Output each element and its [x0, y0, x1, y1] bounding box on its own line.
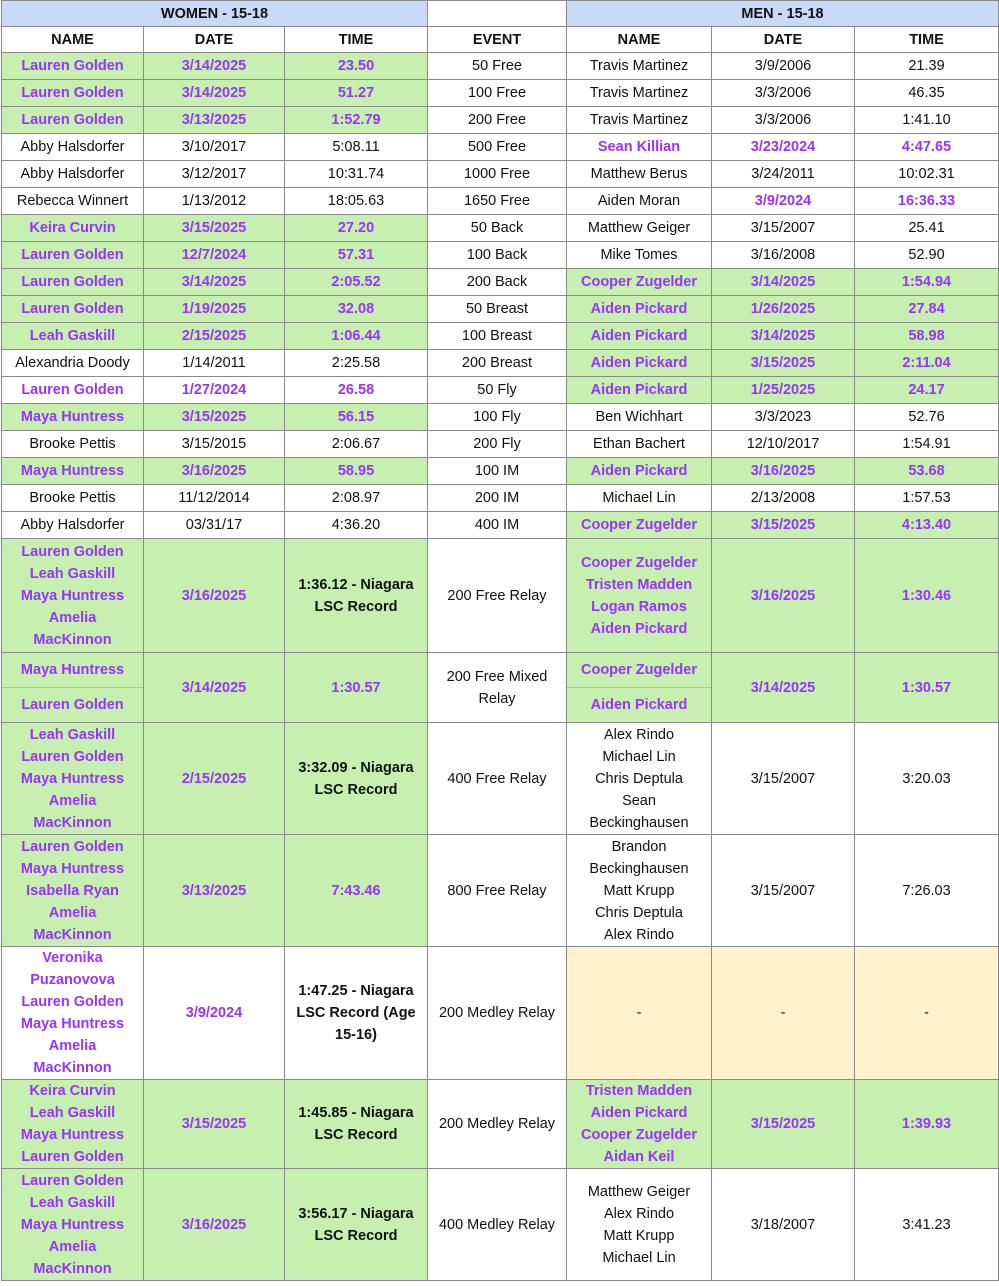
relay-row: [2, 1080, 999, 1169]
women-relay-names: [2, 1169, 144, 1281]
relay-swimmer: Maya Huntress: [20, 587, 125, 604]
women-time-cell: 51.27: [285, 80, 428, 107]
women-section-title: WOMEN - 15-18: [2, 1, 428, 27]
event-cell: 200 Back: [428, 269, 567, 296]
event-cell: 50 Back: [428, 215, 567, 242]
women-time-cell: 2:05.52: [285, 269, 428, 296]
relay-swimmer: MacKinnon: [33, 926, 112, 943]
relay-swimmer: Matt Krupp: [603, 1227, 675, 1244]
women-name-cell: Keira Curvin: [2, 215, 144, 242]
women-time-cell: 57.31: [285, 242, 428, 269]
col-men-time: TIME: [855, 27, 999, 53]
relay-swimmer: -: [636, 1005, 642, 1021]
men-time-cell: 58.98: [855, 323, 999, 350]
women-date-cell: 3/12/2017: [144, 161, 285, 188]
men-relay-time: 3:41.23: [855, 1169, 999, 1281]
men-date-cell: 3/14/2025: [712, 323, 855, 350]
women-name-cell: Leah Gaskill: [2, 323, 144, 350]
relay-swimmer: Maya Huntress: [20, 1216, 125, 1233]
men-relay-date: -: [712, 947, 855, 1080]
women-date-cell: 1/14/2011: [144, 350, 285, 377]
event-cell: 1000 Free: [428, 161, 567, 188]
men-date-cell: 3/3/2006: [712, 80, 855, 107]
event-cell: 200 Medley Relay: [428, 947, 567, 1080]
table-row: [2, 431, 999, 458]
relay-swimmer: Aiden Pickard: [590, 1105, 688, 1121]
table-row: [2, 80, 999, 107]
table-row: [2, 404, 999, 431]
table-row: [2, 215, 999, 242]
table-row: [2, 242, 999, 269]
men-relay-names: [567, 723, 712, 835]
men-date-cell: 3/24/2011: [712, 161, 855, 188]
women-relay-date: 3/16/2025: [144, 1169, 285, 1281]
relay-swimmer: Beckinghausen: [589, 860, 689, 877]
relay-swimmer: Lauren Golden: [21, 748, 124, 765]
relay-swimmer: Maya Huntress: [20, 770, 125, 787]
table-row: [2, 350, 999, 377]
men-relay-date: 3/15/2025: [712, 1080, 855, 1169]
relay-swimmer: Aiden Pickard: [567, 687, 711, 722]
event-cell: 200 Breast: [428, 350, 567, 377]
men-time-cell: 52.90: [855, 242, 999, 269]
women-date-cell: 3/14/2025: [144, 269, 285, 296]
men-relay-date: 3/16/2025: [712, 539, 855, 653]
men-name-cell: Aiden Pickard: [567, 350, 712, 377]
relay-swimmer: Amelia: [48, 1238, 97, 1255]
women-date-cell: 11/12/2014: [144, 485, 285, 512]
women-time-cell: 56.15: [285, 404, 428, 431]
women-relay-date: 3/13/2025: [144, 835, 285, 947]
men-section-title: MEN - 15-18: [567, 1, 999, 27]
men-relay-time: 1:30.57: [855, 653, 999, 723]
women-time-cell: 23.50: [285, 53, 428, 80]
relay-swimmer: Leah Gaskill: [29, 1105, 116, 1121]
relay-swimmer: Chris Deptula: [595, 770, 683, 787]
relay-swimmer: Keira Curvin: [29, 1083, 116, 1099]
men-name-cell: Cooper Zugelder: [567, 269, 712, 296]
men-name-cell: Cooper Zugelder: [567, 512, 712, 539]
col-women-date: DATE: [144, 27, 285, 53]
event-cell: 100 Free: [428, 80, 567, 107]
women-date-cell: 3/15/2025: [144, 404, 285, 431]
relay-swimmer: Leah Gaskill: [29, 565, 116, 582]
men-date-cell: 3/16/2008: [712, 242, 855, 269]
women-name-cell: Brooke Pettis: [2, 431, 144, 458]
relay-swimmer: Cooper Zugelder: [580, 554, 697, 571]
col-event: EVENT: [428, 27, 567, 53]
women-name-cell: Maya Huntress: [2, 458, 144, 485]
men-relay-time: -: [855, 947, 999, 1080]
men-date-cell: 1/26/2025: [712, 296, 855, 323]
women-relay-time: 7:43.46: [285, 835, 428, 947]
relay-swimmer: Leah Gaskill: [29, 1194, 116, 1211]
table-row: [2, 296, 999, 323]
women-date-cell: 1/27/2024: [144, 377, 285, 404]
table-row: [2, 377, 999, 404]
men-date-cell: 3/15/2007: [712, 215, 855, 242]
men-relay-date: 3/15/2007: [712, 835, 855, 947]
men-time-cell: 21.39: [855, 53, 999, 80]
women-relay-date: 3/14/2025: [144, 653, 285, 723]
women-name-cell: Maya Huntress: [2, 404, 144, 431]
men-name-cell: Mike Tomes: [567, 242, 712, 269]
relay-swimmer: Leah Gaskill: [29, 726, 116, 743]
header-spacer: [428, 1, 567, 27]
col-men-name: NAME: [567, 27, 712, 53]
men-name-cell: Aiden Pickard: [567, 296, 712, 323]
col-women-name: NAME: [2, 27, 144, 53]
relay-swimmer: Lauren Golden: [21, 1149, 124, 1165]
event-cell: 200 Medley Relay: [428, 1080, 567, 1169]
table-row: [2, 458, 999, 485]
men-date-cell: 2/13/2008: [712, 485, 855, 512]
women-relay-time: 3:32.09 - Niagara LSC Record: [285, 723, 428, 835]
relay-swimmer: Maya Huntress: [20, 860, 125, 877]
men-time-cell: 10:02.31: [855, 161, 999, 188]
relay-swimmer: Alex Rindo: [603, 926, 675, 943]
relay-swimmer: Lauren Golden: [2, 687, 143, 722]
men-time-cell: 2:11.04: [855, 350, 999, 377]
event-cell: 500 Free: [428, 134, 567, 161]
individual-records: [2, 53, 999, 539]
women-time-cell: 2:06.67: [285, 431, 428, 458]
women-date-cell: 3/13/2025: [144, 107, 285, 134]
event-cell: 100 IM: [428, 458, 567, 485]
event-cell: 50 Free: [428, 53, 567, 80]
table-row: [2, 323, 999, 350]
section-header-row: [2, 1, 999, 27]
men-name-cell: Travis Martinez: [567, 80, 712, 107]
women-relay-date: 3/9/2024: [144, 947, 285, 1080]
men-name-cell: Sean Killian: [567, 134, 712, 161]
relay-swimmer: Cooper Zugelder: [580, 1127, 697, 1143]
women-relay-time: 3:56.17 - Niagara LSC Record: [285, 1169, 428, 1281]
men-date-cell: 3/9/2006: [712, 53, 855, 80]
men-time-cell: 1:54.94: [855, 269, 999, 296]
men-time-cell: 53.68: [855, 458, 999, 485]
relay-swimmer: Maya Huntress: [20, 1127, 125, 1143]
men-name-cell: Aiden Pickard: [567, 323, 712, 350]
event-cell: 400 Medley Relay: [428, 1169, 567, 1281]
men-name-cell: Ethan Bachert: [567, 431, 712, 458]
event-cell: 400 Free Relay: [428, 723, 567, 835]
men-relay-time: 1:30.46: [855, 539, 999, 653]
men-name-cell: Aiden Pickard: [567, 458, 712, 485]
men-date-cell: 3/16/2025: [712, 458, 855, 485]
women-name-cell: Rebecca Winnert: [2, 188, 144, 215]
women-date-cell: 3/14/2025: [144, 53, 285, 80]
men-name-cell: Travis Martinez: [567, 107, 712, 134]
men-relay-date: 3/18/2007: [712, 1169, 855, 1281]
women-date-cell: 3/15/2015: [144, 431, 285, 458]
relay-records: [2, 539, 999, 1281]
event-cell: 100 Fly: [428, 404, 567, 431]
event-cell: 200 Fly: [428, 431, 567, 458]
table-row: [2, 53, 999, 80]
women-time-cell: 26.58: [285, 377, 428, 404]
women-time-cell: 18:05.63: [285, 188, 428, 215]
women-name-cell: Lauren Golden: [2, 107, 144, 134]
women-time-cell: 1:06.44: [285, 323, 428, 350]
women-relay-date: 3/15/2025: [144, 1080, 285, 1169]
men-time-cell: 25.41: [855, 215, 999, 242]
women-relay-date: 2/15/2025: [144, 723, 285, 835]
men-relay-names: [567, 1080, 712, 1169]
men-date-cell: 3/15/2025: [712, 350, 855, 377]
men-relay-time: 3:20.03: [855, 723, 999, 835]
event-cell: 100 Breast: [428, 323, 567, 350]
relay-row: [2, 835, 999, 947]
table-row: [2, 269, 999, 296]
women-relay-date: 3/16/2025: [144, 539, 285, 653]
men-time-cell: 27.84: [855, 296, 999, 323]
event-cell: 200 IM: [428, 485, 567, 512]
relay-swimmer: Puzanovova: [30, 972, 115, 988]
relay-swimmer: Matt Krupp: [603, 882, 675, 899]
women-relay-time: 1:45.85 - Niagara LSC Record: [285, 1080, 428, 1169]
women-date-cell: 2/15/2025: [144, 323, 285, 350]
men-name-cell: Michael Lin: [567, 485, 712, 512]
col-women-time: TIME: [285, 27, 428, 53]
relay-row: [2, 539, 999, 653]
women-date-cell: 3/10/2017: [144, 134, 285, 161]
men-time-cell: 4:47.65: [855, 134, 999, 161]
relay-swimmer: MacKinnon: [33, 631, 112, 648]
men-name-cell: Matthew Geiger: [567, 215, 712, 242]
women-relay-names: [2, 723, 144, 835]
relay-swimmer: Brandon: [611, 838, 667, 855]
event-cell: 200 Free Mixed Relay: [428, 653, 567, 723]
event-cell: 100 Back: [428, 242, 567, 269]
table-row: [2, 512, 999, 539]
women-relay-names: [2, 1080, 144, 1169]
women-name-cell: Abby Halsdorfer: [2, 134, 144, 161]
women-date-cell: 03/31/17: [144, 512, 285, 539]
women-time-cell: 58.95: [285, 458, 428, 485]
men-relay-time: 7:26.03: [855, 835, 999, 947]
women-name-cell: Brooke Pettis: [2, 485, 144, 512]
relay-swimmer: Lauren Golden: [21, 994, 124, 1010]
women-name-cell: Lauren Golden: [2, 377, 144, 404]
men-time-cell: 46.35: [855, 80, 999, 107]
men-relay-date: 3/15/2007: [712, 723, 855, 835]
relay-swimmer: Veronika: [42, 950, 103, 966]
relay-swimmer: Chris Deptula: [595, 904, 683, 921]
men-time-cell: 4:13.40: [855, 512, 999, 539]
relay-swimmer: Aiden Pickard: [590, 620, 688, 637]
event-cell: 200 Free Relay: [428, 539, 567, 653]
men-date-cell: 1/25/2025: [712, 377, 855, 404]
women-time-cell: 27.20: [285, 215, 428, 242]
men-time-cell: 52.76: [855, 404, 999, 431]
relay-swimmer: Logan Ramos: [591, 598, 687, 615]
table-row: [2, 188, 999, 215]
event-cell: 800 Free Relay: [428, 835, 567, 947]
women-date-cell: 3/14/2025: [144, 80, 285, 107]
men-name-cell: Travis Martinez: [567, 53, 712, 80]
relay-swimmer: Lauren Golden: [21, 838, 124, 855]
table-row: [2, 485, 999, 512]
relay-swimmer: Matthew Geiger: [587, 1183, 691, 1200]
relay-swimmer: Cooper Zugelder: [580, 662, 697, 678]
event-cell: 50 Fly: [428, 377, 567, 404]
relay-swimmer: Alex Rindo: [603, 1205, 675, 1222]
men-name-cell: Aiden Moran: [567, 188, 712, 215]
relay-swimmer: Lauren Golden: [21, 543, 124, 560]
men-date-cell: 3/9/2024: [712, 188, 855, 215]
men-relay-names: [567, 947, 712, 1080]
women-name-cell: Abby Halsdorfer: [2, 512, 144, 539]
women-time-cell: 10:31.74: [285, 161, 428, 188]
relay-swimmer: Tristen Madden: [585, 576, 693, 593]
women-name-cell: Lauren Golden: [2, 242, 144, 269]
table-row: [2, 107, 999, 134]
women-name-cell: Lauren Golden: [2, 80, 144, 107]
men-date-cell: 12/10/2017: [712, 431, 855, 458]
relay-swimmer: Michael Lin: [602, 1249, 676, 1266]
men-relay-names: [567, 1169, 712, 1281]
men-date-cell: 3/15/2025: [712, 512, 855, 539]
men-date-cell: 3/3/2006: [712, 107, 855, 134]
relay-swimmer: Lauren Golden: [21, 1172, 124, 1189]
women-name-cell: Lauren Golden: [2, 269, 144, 296]
relay-row: [2, 653, 999, 723]
event-cell: 1650 Free: [428, 188, 567, 215]
men-date-cell: 3/3/2023: [712, 404, 855, 431]
relay-swimmer: Maya Huntress: [20, 662, 125, 678]
relay-row: [2, 723, 999, 835]
women-relay-names: [2, 653, 144, 723]
men-relay-names: [567, 653, 712, 723]
men-name-cell: Matthew Berus: [567, 161, 712, 188]
men-relay-names: [567, 835, 712, 947]
relay-swimmer: Amelia: [48, 1038, 97, 1054]
women-date-cell: 12/7/2024: [144, 242, 285, 269]
relay-swimmer: MacKinnon: [33, 814, 112, 831]
relay-swimmer: Sean: [622, 792, 656, 809]
relay-swimmer: MacKinnon: [33, 1060, 112, 1076]
women-relay-names: [2, 539, 144, 653]
relay-swimmer: MacKinnon: [33, 1260, 112, 1277]
women-time-cell: 4:36.20: [285, 512, 428, 539]
men-time-cell: 1:41.10: [855, 107, 999, 134]
women-time-cell: 32.08: [285, 296, 428, 323]
men-date-cell: 3/14/2025: [712, 269, 855, 296]
event-cell: 50 Breast: [428, 296, 567, 323]
column-header-row: [2, 27, 999, 53]
men-time-cell: 16:36.33: [855, 188, 999, 215]
men-time-cell: 24.17: [855, 377, 999, 404]
men-time-cell: 1:54.91: [855, 431, 999, 458]
table-row: [2, 161, 999, 188]
relay-swimmer: Amelia: [48, 792, 97, 809]
women-name-cell: Lauren Golden: [2, 296, 144, 323]
women-date-cell: 3/15/2025: [144, 215, 285, 242]
relay-swimmer: Amelia: [48, 904, 97, 921]
women-relay-names: [2, 835, 144, 947]
relay-swimmer: Tristen Madden: [585, 1083, 693, 1099]
women-date-cell: 1/13/2012: [144, 188, 285, 215]
women-date-cell: 1/19/2025: [144, 296, 285, 323]
event-cell: 200 Free: [428, 107, 567, 134]
women-name-cell: Abby Halsdorfer: [2, 161, 144, 188]
women-date-cell: 3/16/2025: [144, 458, 285, 485]
women-time-cell: 2:25.58: [285, 350, 428, 377]
women-time-cell: 2:08.97: [285, 485, 428, 512]
women-relay-names: [2, 947, 144, 1080]
event-cell: 400 IM: [428, 512, 567, 539]
relay-swimmer: Alex Rindo: [603, 726, 675, 743]
relay-swimmer: Isabella Ryan: [26, 882, 119, 899]
relay-swimmer: Amelia: [48, 609, 97, 626]
women-name-cell: Lauren Golden: [2, 53, 144, 80]
women-relay-time: 1:47.25 - Niagara LSC Record (Age 15-16): [285, 947, 428, 1080]
women-relay-time: 1:36.12 - Niagara LSC Record: [285, 539, 428, 653]
records-table: [1, 0, 999, 1281]
women-time-cell: 1:52.79: [285, 107, 428, 134]
women-time-cell: 5:08.11: [285, 134, 428, 161]
relay-row: [2, 947, 999, 1080]
men-relay-time: 1:39.93: [855, 1080, 999, 1169]
relay-row: [2, 1169, 999, 1281]
women-name-cell: Alexandria Doody: [2, 350, 144, 377]
men-name-cell: Aiden Pickard: [567, 377, 712, 404]
relay-swimmer: Beckinghausen: [589, 814, 689, 831]
relay-swimmer: Maya Huntress: [20, 1016, 125, 1032]
men-relay-names: [567, 539, 712, 653]
relay-swimmer: Aidan Keil: [603, 1149, 675, 1165]
women-relay-time: 1:30.57: [285, 653, 428, 723]
col-men-date: DATE: [712, 27, 855, 53]
relay-swimmer: Michael Lin: [602, 748, 676, 765]
men-relay-date: 3/14/2025: [712, 653, 855, 723]
men-date-cell: 3/23/2024: [712, 134, 855, 161]
men-time-cell: 1:57.53: [855, 485, 999, 512]
table-row: [2, 134, 999, 161]
men-name-cell: Ben Wichhart: [567, 404, 712, 431]
